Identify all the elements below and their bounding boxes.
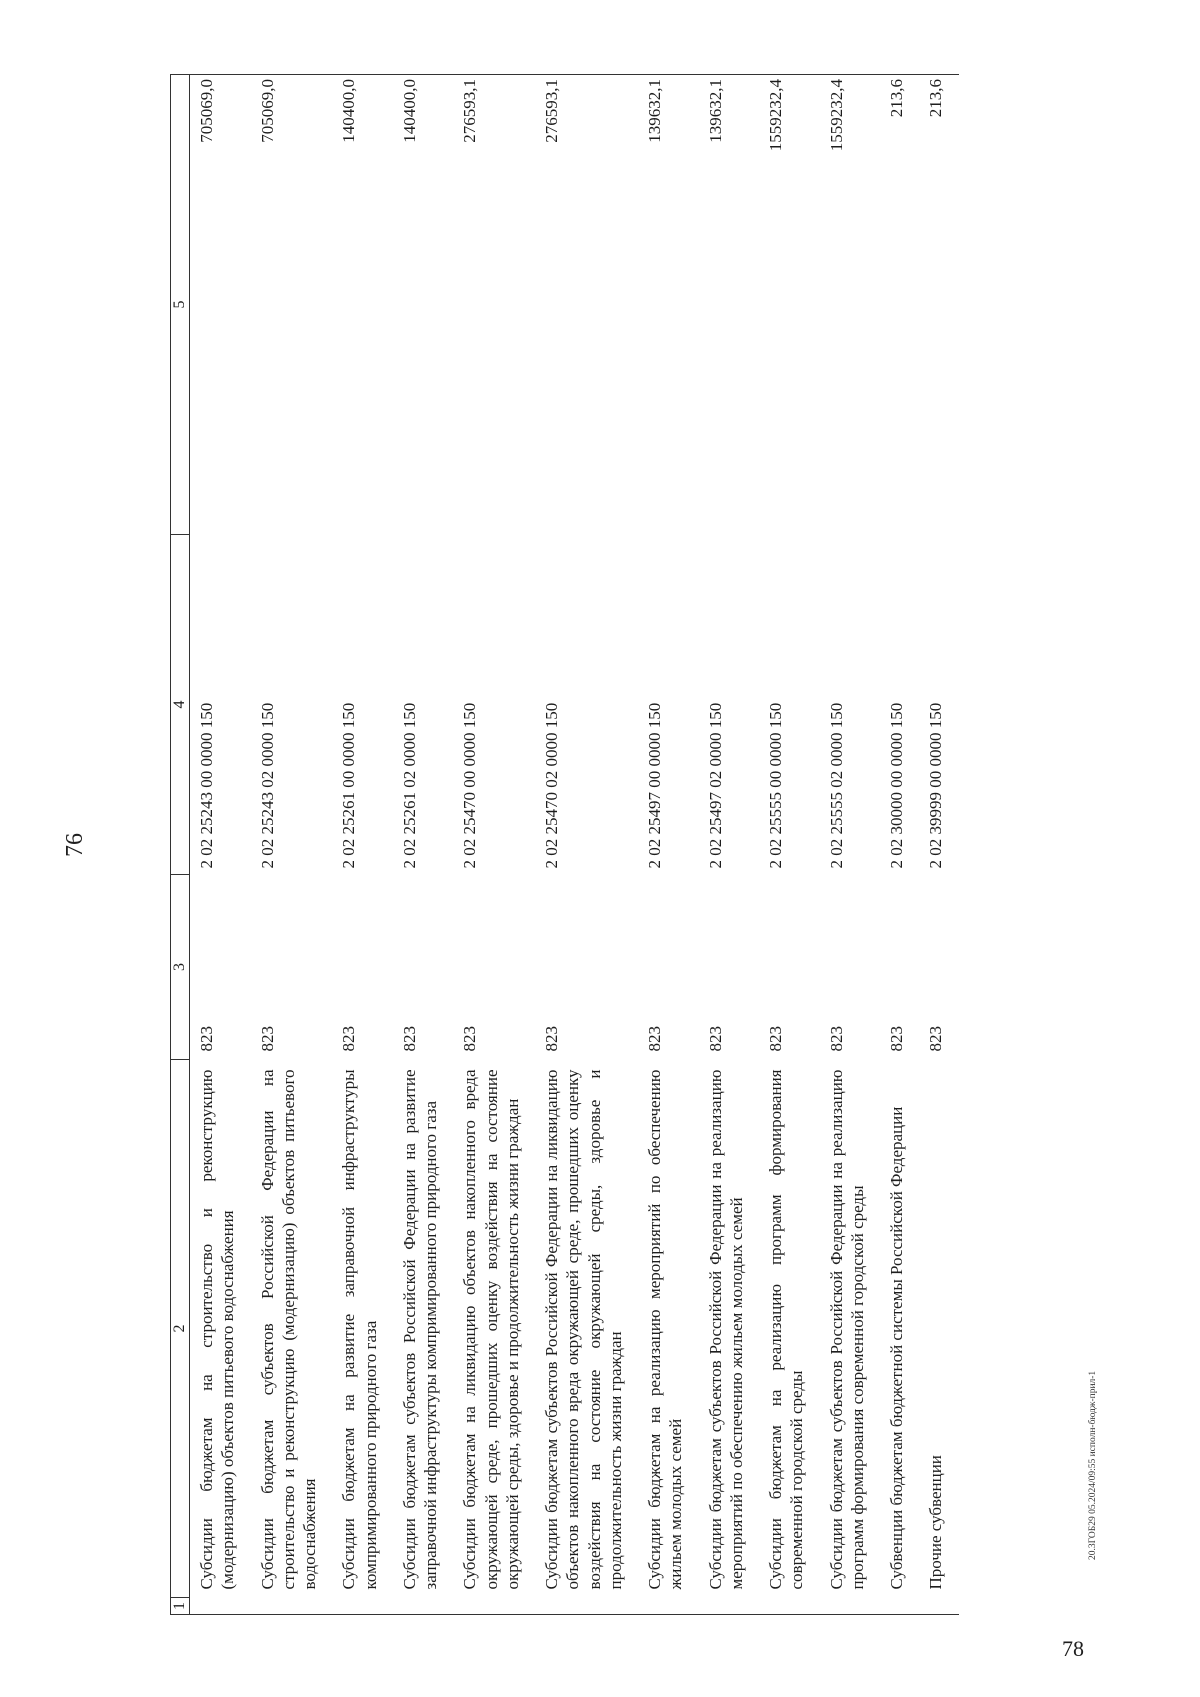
row-kbk-cell: 2 02 25243 00 0000 150 [197, 702, 216, 869]
row-kbk-cell: 2 02 25470 00 0000 150 [460, 702, 480, 869]
sheet-number: 78 [1062, 1636, 1084, 1661]
row-code-cell: 823 [197, 1026, 216, 1052]
column-header-1: 1 [171, 1598, 190, 1615]
row-name-cell: Субсидии бюджетам субъектов Российской Федерации на строительство и реконструкцию (модернизацию) объектов питьевого водоснабжения [257, 1069, 319, 1590]
row-number-cell [190, 1598, 251, 1615]
row-code-cell: 823 [887, 1026, 906, 1052]
row-kbk-cell: 2 02 25555 02 0000 150 [826, 702, 846, 869]
table-row [190, 75, 251, 1615]
row-amount-cell: 276593,1 [535, 75, 638, 535]
row-number-cell [393, 1598, 454, 1615]
row-kbk-cell: 2 02 25470 02 0000 150 [542, 702, 561, 869]
column-header-5: 5 [171, 75, 190, 535]
row-code-cell: 823 [542, 1026, 561, 1052]
row-amount-cell: 1559232,4 [820, 75, 881, 535]
row-amount-cell: 139632,1 [699, 75, 760, 535]
table-row [820, 75, 881, 1615]
row-code-cell: 823 [460, 1026, 480, 1052]
row-name-cell: Субсидии бюджетам субъектов Российской Федерации на ликвидацию объектов накопленного вреда окружающей среде, прошедших оценку воздействия на состояние окружающей среды, здоровье и продолжительность жизни граждан [542, 1069, 625, 1590]
budget-table [170, 74, 959, 1615]
table-row [251, 75, 333, 1615]
row-code-cell: 823 [339, 1026, 359, 1052]
row-amount-cell: 705069,0 [190, 75, 251, 535]
row-amount-cell: 276593,1 [453, 75, 535, 535]
table-row [332, 75, 393, 1615]
row-number-cell [332, 1598, 393, 1615]
row-name-cell: Прочие субвенции [926, 1455, 946, 1590]
row-name-cell: Субсидии бюджетам на строительство и реконструкцию (модернизацию) объектов питьевого водоснабжения [197, 1069, 238, 1590]
table-row [453, 75, 535, 1615]
table-body [190, 75, 959, 1615]
row-amount-cell: 140400,0 [393, 75, 454, 535]
table-row [759, 75, 820, 1615]
table-row [880, 75, 919, 1615]
row-kbk-cell: 2 02 30000 00 0000 150 [887, 702, 906, 869]
column-header-3: 3 [171, 875, 190, 1060]
rotated-page-content [62, 75, 1130, 1615]
row-amount-cell: 1559232,4 [759, 75, 820, 535]
table-row [699, 75, 760, 1615]
row-code-cell: 823 [926, 1026, 946, 1052]
table-row [393, 75, 454, 1615]
row-code-cell: 823 [399, 1026, 419, 1052]
row-number-cell [759, 1598, 820, 1615]
row-kbk-cell: 2 02 25497 00 0000 150 [645, 702, 664, 869]
row-number-cell [251, 1598, 333, 1615]
row-kbk-cell: 2 02 25555 00 0000 150 [766, 702, 785, 869]
row-kbk-cell: 2 02 39999 00 0000 150 [926, 702, 946, 869]
row-amount-cell: 213,6 [880, 75, 919, 535]
row-code-cell: 823 [257, 1026, 277, 1052]
row-name-cell: Субсидии бюджетам субъектов Российской Федерации на реализацию мероприятий по обеспечению жильем молодых семей [705, 1069, 746, 1590]
row-number-cell [535, 1598, 638, 1615]
row-name-cell: Субсидии бюджетам субъектов Российской Федерации на реализацию программ формирования современной городской среды [826, 1069, 867, 1590]
row-kbk-cell: 2 02 25261 02 0000 150 [399, 702, 419, 869]
row-kbk-cell: 2 02 25261 00 0000 150 [339, 702, 359, 869]
document-footer: 20.3ГОБ29 05.2024/09:55 исполн-бюдж-прил-1 [1088, 1370, 1098, 1560]
table-row [919, 75, 958, 1615]
row-number-cell [699, 1598, 760, 1615]
row-name-cell: Субсидии бюджетам на развитие заправочной инфраструктуры компримированного природного газа [339, 1069, 380, 1590]
row-number-cell [638, 1598, 699, 1615]
row-amount-cell: 139632,1 [638, 75, 699, 535]
row-name-cell: Субвенции бюджетам бюджетной системы Российской Федерации [887, 1106, 906, 1590]
row-kbk-cell: 2 02 25243 02 0000 150 [257, 702, 277, 869]
table-row [535, 75, 638, 1615]
row-number-cell [820, 1598, 881, 1615]
page-number: 76 [62, 833, 88, 857]
row-name-cell: Субсидии бюджетам на реализацию мероприятий по обеспечению жильем молодых семей [645, 1069, 686, 1590]
table-header-row [171, 75, 190, 1615]
row-code-cell: 823 [645, 1026, 664, 1052]
column-header-2: 2 [171, 1060, 190, 1598]
row-kbk-cell: 2 02 25497 02 0000 150 [705, 702, 725, 869]
table-row [638, 75, 699, 1615]
row-number-cell [453, 1598, 535, 1615]
row-amount-cell: 213,6 [919, 75, 958, 535]
row-amount-cell: 140400,0 [332, 75, 393, 535]
row-code-cell: 823 [766, 1026, 785, 1052]
row-name-cell: Субсидии бюджетам на реализацию программ формирования современной городской среды [766, 1069, 807, 1590]
row-code-cell: 823 [705, 1026, 725, 1052]
column-header-4: 4 [171, 535, 190, 875]
row-number-cell [880, 1598, 919, 1615]
row-number-cell [919, 1598, 958, 1615]
row-code-cell: 823 [826, 1026, 846, 1052]
row-name-cell: Субсидии бюджетам на ликвидацию объектов накопленного вреда окружающей среде, прошедших оценку воздействия на состояние окружающей среды, здоровье и продолжительность жизни граждан [460, 1069, 522, 1590]
row-amount-cell: 705069,0 [251, 75, 333, 535]
row-name-cell: Субсидии бюджетам субъектов Российской Федерации на развитие заправочной инфраструктуры компримированного природного газа [399, 1069, 440, 1590]
